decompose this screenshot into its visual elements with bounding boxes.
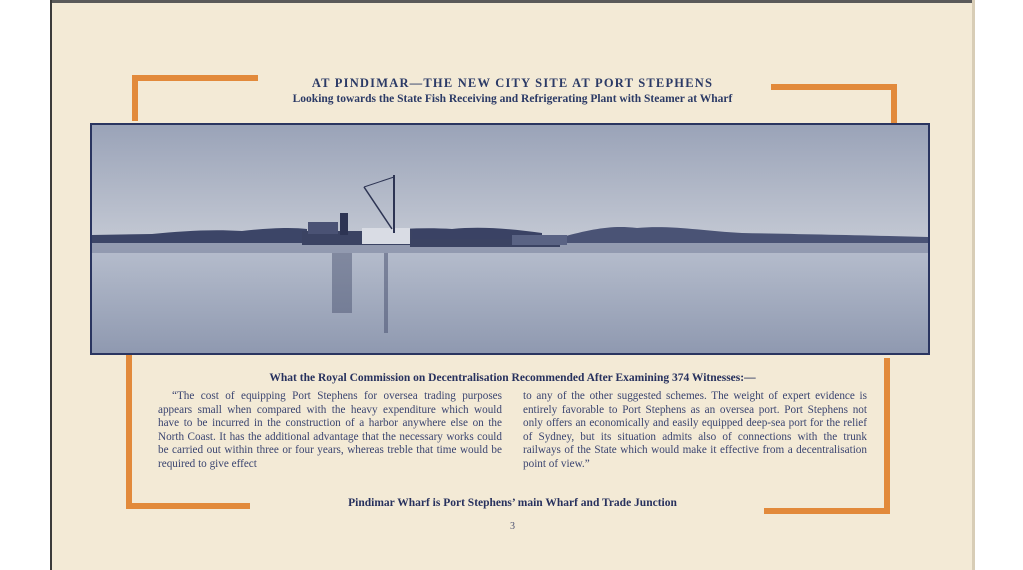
brochure-page [50,0,975,570]
footer-line: Pindimar Wharf is Port Stephens’ main Wharf and Trade Junction [348,497,677,509]
page-title: AT PINDIMAR—THE NEW CITY SITE AT PORT STEPHENS [311,76,714,90]
page-number: 3 [510,521,515,532]
quote-column-right: to any of the other suggested schemes. The weight of expert evidence is entirely favorable to Port Stephens as an oversea port. Port Stephens not only offers an economically and easily equipped deep-sea port for the relief of Sydney, but its situation admits also of connections with the trunk railways of the State which would make it effective from a decentralisation point of view.” [523,390,867,470]
section-heading: What the Royal Commission on Decentralisation Recommended After Examining 374 Witnesses:— [269,372,756,384]
quote-column-left: “The cost of equipping Port Stephens for oversea trading purposes appears small when compared with the heavy expenditure which would have to be incurred in the construction of a harbor anywhere else on the North Coast. It has the additional advantage that the necessary works could be carried out within three or four years, whereas treble that time would be required to give effect [158,390,502,470]
page-subtitle: Looking towards the State Fish Receiving and Refrigerating Plant with Steamer at Wharf [292,93,733,105]
wharf-photo-image [92,125,928,353]
wharf-photograph [90,123,930,355]
